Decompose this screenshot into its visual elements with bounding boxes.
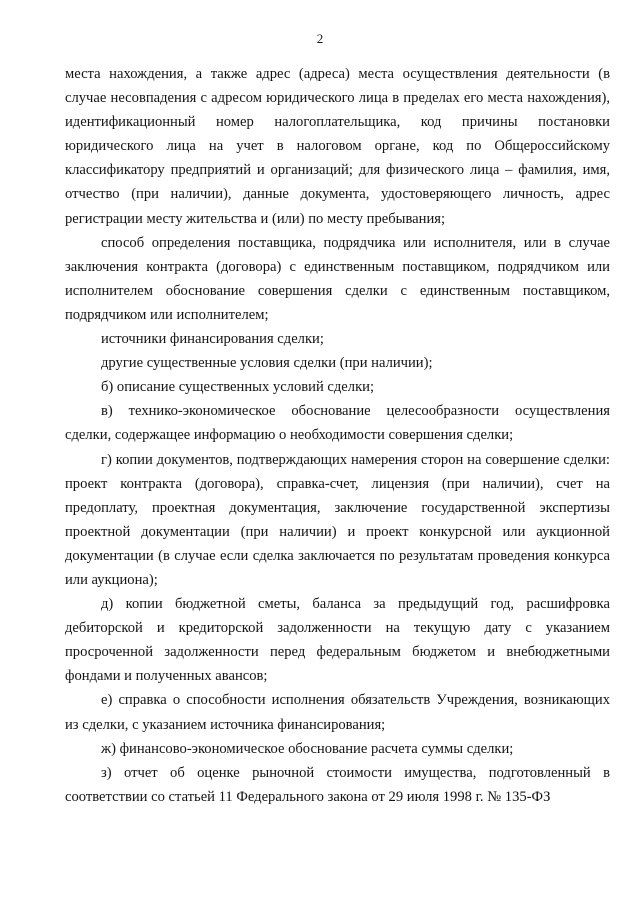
page-number: 2 bbox=[316, 31, 324, 46]
paragraph-item-b: б) описание существенных условий сделки; bbox=[101, 379, 375, 396]
paragraph-item-v: в) технико-экономическое обоснование целесообразности осуществления сделки, содержащее информацию о необходимости совершения сделки; bbox=[65, 403, 610, 444]
paragraph-item-d: д) копии бюджетной сметы, баланса за предыдущий год, расшифровка дебиторской и кредиторской задолженности на текущую дату с указанием просроченной задолженности перед федеральным бюджетом и внебюджетными фондами и полученных авансов; bbox=[65, 596, 610, 685]
paragraph-item-zh: ж) финансово-экономическое обоснование расчета суммы сделки; bbox=[101, 740, 514, 757]
paragraph-other-conditions: другие существенные условия сделки (при наличии); bbox=[101, 355, 433, 372]
paragraph-requisites-continued: места нахождения, а также адрес (адреса) места осуществления деятельности (в случае несовпадения с адресом юридического лица в пределах его места нахождения), идентификационный номер налогоплательщика, код причины постановки юридического лица на учет в налоговом органе, код по Общероссийскому классификатору предприятий и организаций; для физического лица – фамилия, имя, отчество (при наличии), данные документа, удостоверяющего личность, адрес регистрации месту жительства и (или) по месту пребывания; bbox=[65, 66, 610, 227]
paragraph-funding-sources: источники финансирования сделки; bbox=[101, 331, 324, 348]
paragraph-item-g: г) копии документов, подтверждающих намерения сторон на совершение сделки: проект контракта (договора), справка-счет, лицензия (при наличии), счет на предоплату, проектная документация, заключение государственной экспертизы проектной документации (при наличии) и проект конкурсной или аукционной документации (в случае если сделка заключается по результатам проведения конкурса или аукциона); bbox=[65, 451, 610, 588]
document-body bbox=[65, 62, 610, 809]
paragraph-item-z: з) отчет об оценке рыночной стоимости имущества, подготовленный в соответствии со статьей 11 Федерального закона от 29 июля 1998 г. № 135-ФЗ bbox=[65, 764, 610, 805]
paragraph-supplier-selection: способ определения поставщика, подрядчика или исполнителя, или в случае заключения контракта (договора) с единственным поставщиком, подрядчиком или исполнителем обоснование совершения сделки с единственным поставщиком, подрядчиком или исполнителем; bbox=[65, 234, 610, 323]
paragraph-item-e: е) справка о способности исполнения обязательств Учреждения, возникающих из сделки, с указанием источника финансирования; bbox=[65, 692, 610, 733]
